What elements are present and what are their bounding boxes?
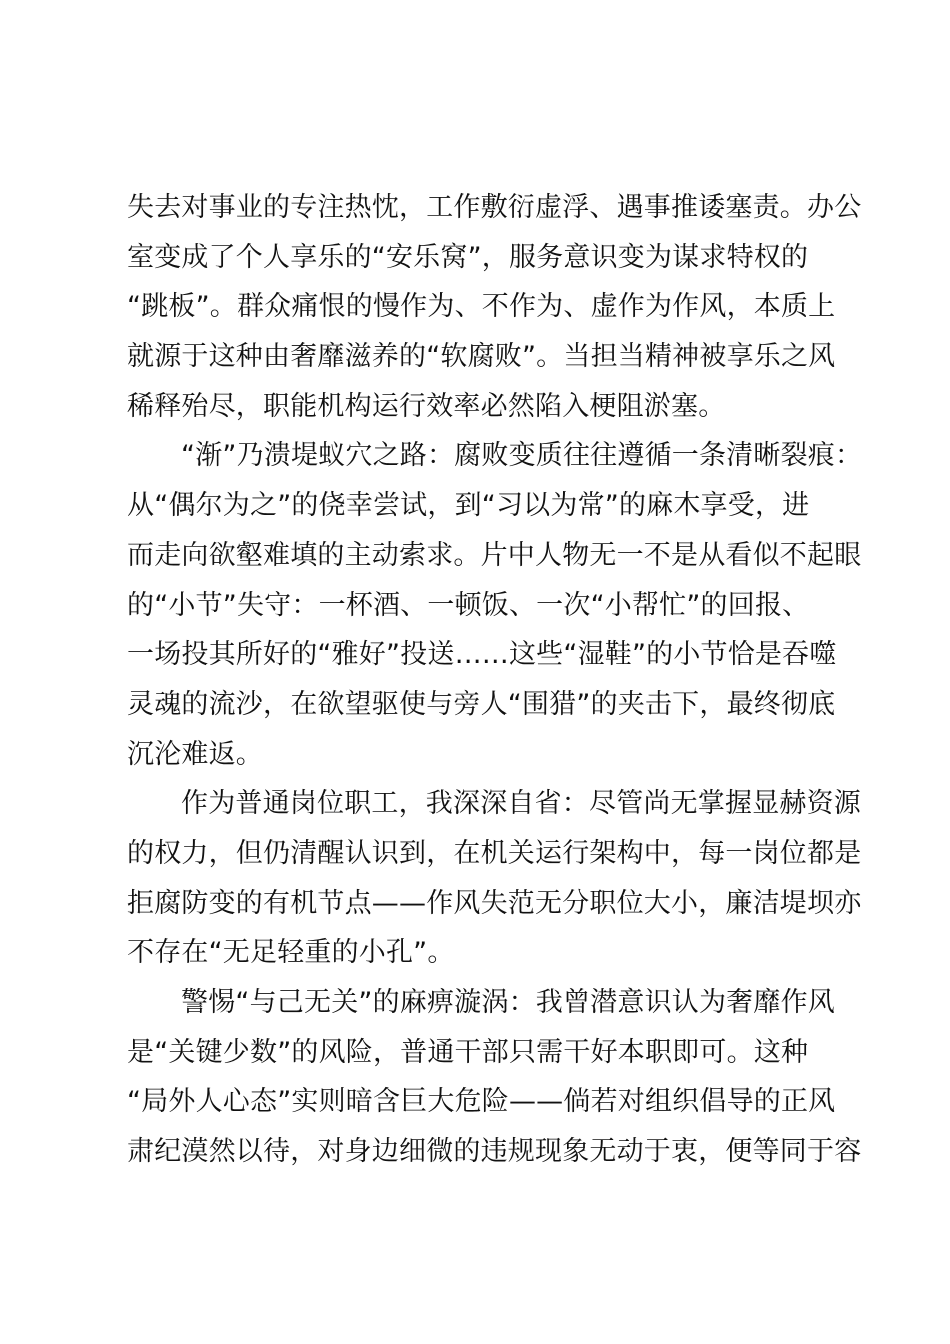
text-line: 不存在“无足轻重的小孔”。 xyxy=(127,937,455,969)
document-body xyxy=(127,183,863,1177)
text-line: 就源于这种由奢靡滋养的“软腐败”。当担当精神被享乐之风 xyxy=(127,341,836,373)
text-line: “跳板”。群众痛恨的慢作为、不作为、虚作为作风，本质上 xyxy=(127,291,836,323)
text-line: 的权力，但仍清醒认识到，在机关运行架构中，每一岗位都是 xyxy=(127,837,862,869)
text-line: 稀释殆尽，职能机构运行效率必然陷入梗阻淤塞。 xyxy=(127,390,726,422)
text-line: “局外人心态”实则暗含巨大危险——倘若对组织倡导的正风 xyxy=(127,1086,836,1118)
text-line: 肃纪漠然以待，对身边细微的违规现象无动于衷，便等同于容 xyxy=(127,1136,862,1168)
text-line: 失去对事业的专注热忱，工作敷衍虚浮、遇事推诿塞责。办公 xyxy=(127,192,862,223)
text-line: 而走向欲壑难填的主动索求。片中人物无一不是从看似不起眼 xyxy=(127,539,862,571)
text-line: 的“小节”失守：一杯酒、一顿饭、一次“小帮忙”的回报、 xyxy=(127,589,810,621)
text-line: 灵魂的流沙，在欲望驱使与旁人“围猎”的夹击下，最终彻底 xyxy=(127,688,836,720)
text-line: 拒腐防变的有机节点——作风失范无分职位大小，廉洁堤坝亦 xyxy=(127,887,862,919)
text-line: 室变成了个人享乐的“安乐窝”，服务意识变为谋求特权的 xyxy=(127,241,809,273)
text-line: 从“偶尔为之”的侥幸尝试，到“习以为常”的麻木享受，进 xyxy=(127,490,810,522)
text-line: 沉沦难返。 xyxy=(127,738,263,770)
paragraph-first-line: “渐”乃溃堤蚁穴之路：腐败变质往往遵循一条清晰裂痕： xyxy=(181,440,863,472)
text-line: 是“关键少数”的风险，普通干部只需干好本职即可。这种 xyxy=(127,1036,809,1068)
paragraph-first-line: 作为普通岗位职工，我深深自省：尽管尚无掌握显赫资源 xyxy=(181,788,861,820)
paragraph-first-line: 警惕“与己无关”的麻痹漩涡：我曾潜意识认为奢靡作风 xyxy=(181,987,835,1018)
text-line: 一场投其所好的“雅好”投送……这些“湿鞋”的小节恰是吞噬 xyxy=(127,639,837,671)
